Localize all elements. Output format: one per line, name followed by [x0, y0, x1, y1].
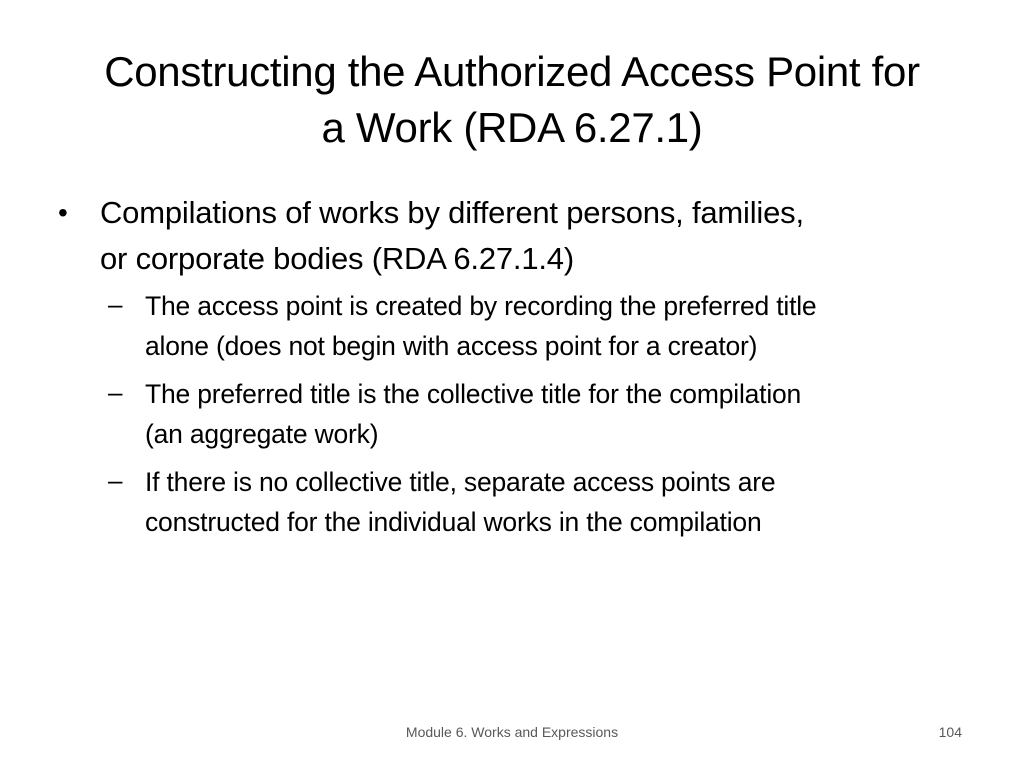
bullet-text-line: Compilations of works by different persons, families,: [100, 195, 804, 230]
bullet-dot-icon: •: [58, 197, 68, 228]
slide-content: [58, 190, 968, 550]
sub-bullet-text-line: The access point is created by recording the preferred title: [145, 291, 817, 321]
sub-bullet-collective-title: [108, 374, 968, 454]
footer-page-number: 104: [938, 724, 962, 740]
sub-bullet-text-line: The preferred title is the collective title for the compilation: [145, 379, 802, 409]
sub-bullet-text-line: (an aggregate work): [145, 419, 379, 449]
sub-bullet-text-line: If there is no collective title, separate access points are: [145, 467, 776, 497]
footer-module-label: Module 6. Works and Expressions: [405, 724, 619, 740]
dash-icon: –: [108, 465, 123, 495]
bullet-compilations: [58, 190, 968, 282]
slide-title-line-2: a Work (RDA 6.27.1): [321, 104, 703, 151]
slide-title: [50, 44, 974, 156]
dash-icon: –: [108, 377, 123, 407]
sub-bullet-text-line: constructed for the individual works in the compilation: [145, 507, 762, 537]
sub-bullet-list: [58, 286, 968, 542]
slide-title-line-1: Constructing the Authorized Access Point for: [104, 48, 920, 95]
sub-bullet-no-collective-title: [108, 462, 968, 542]
bullet-text-line: or corporate bodies (RDA 6.27.1.4): [100, 241, 574, 276]
sub-bullet-access-point: [108, 286, 968, 366]
sub-bullet-text-line: alone (does not begin with access point for a creator): [145, 331, 758, 361]
dash-icon: –: [108, 289, 123, 319]
